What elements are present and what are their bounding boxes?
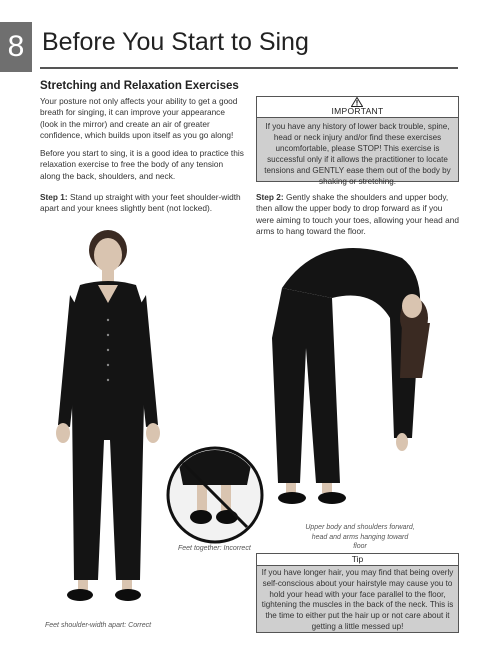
tip-label: Tip	[257, 554, 458, 566]
bent-over-posture-photo	[262, 228, 457, 518]
important-box	[256, 96, 459, 186]
section-title: Stretching and Relaxation Exercises	[40, 80, 239, 92]
step-2-label: Step 2:	[256, 192, 284, 202]
step-1	[40, 192, 250, 215]
tip-text: If you have longer hair, you may find that being overly self-conscious about your hairstyle may cause you to hold your head with your face parallel to the floor, tightening the muscles in the back of the neck. This is the time to either put the hair up or not care about it getting a little messed up!	[261, 568, 454, 631]
step-1-label: Step 1:	[40, 192, 68, 202]
chapter-number: 8	[0, 22, 32, 72]
standing-caption: Feet shoulder-width apart: Correct	[45, 622, 152, 629]
feet-together-incorrect-photo	[165, 445, 265, 545]
important-header	[257, 97, 458, 118]
standing-posture-photo	[40, 225, 170, 620]
step-1-text: Stand up straight with your feet shoulder-width apart and your knees slightly bent (not locked).	[40, 192, 241, 214]
title-rule	[40, 67, 458, 69]
relaxation-paragraph: Before you start to sing, it is a good idea to practice this relaxation exercise to free the body of any tension along the back, shoulders, and neck.	[40, 148, 244, 181]
important-text: If you have any history of lower back trouble, spine, head or neck injury and/or find these exercises uncomfortable, please STOP! This exercise is successful only if it allows the practitioner to locate tensions and GENTLY ease them out of the body by shaking or stretching.	[257, 118, 458, 181]
chapter-title: Before You Start to Sing	[42, 28, 309, 56]
intro-paragraph: Your posture not only affects your ability to get a good breath for singing, it can improve your appearance (look in the mirror) and create an air of greater confidence, which builds upon itself as you go along!	[40, 96, 238, 141]
step-2-text: Gently shake the shoulders and upper body, then allow the upper body to drop forward as if you were aiming to touch your toes, allowing your head and arms to hang toward the floor.	[256, 192, 459, 237]
important-label: IMPORTANT	[331, 106, 384, 116]
feet-together-caption: Feet together: Incorrect	[178, 545, 251, 552]
bent-over-caption: Upper body and shoulders forward, head and arms hanging toward floor	[305, 524, 415, 550]
tip-box	[256, 553, 459, 633]
